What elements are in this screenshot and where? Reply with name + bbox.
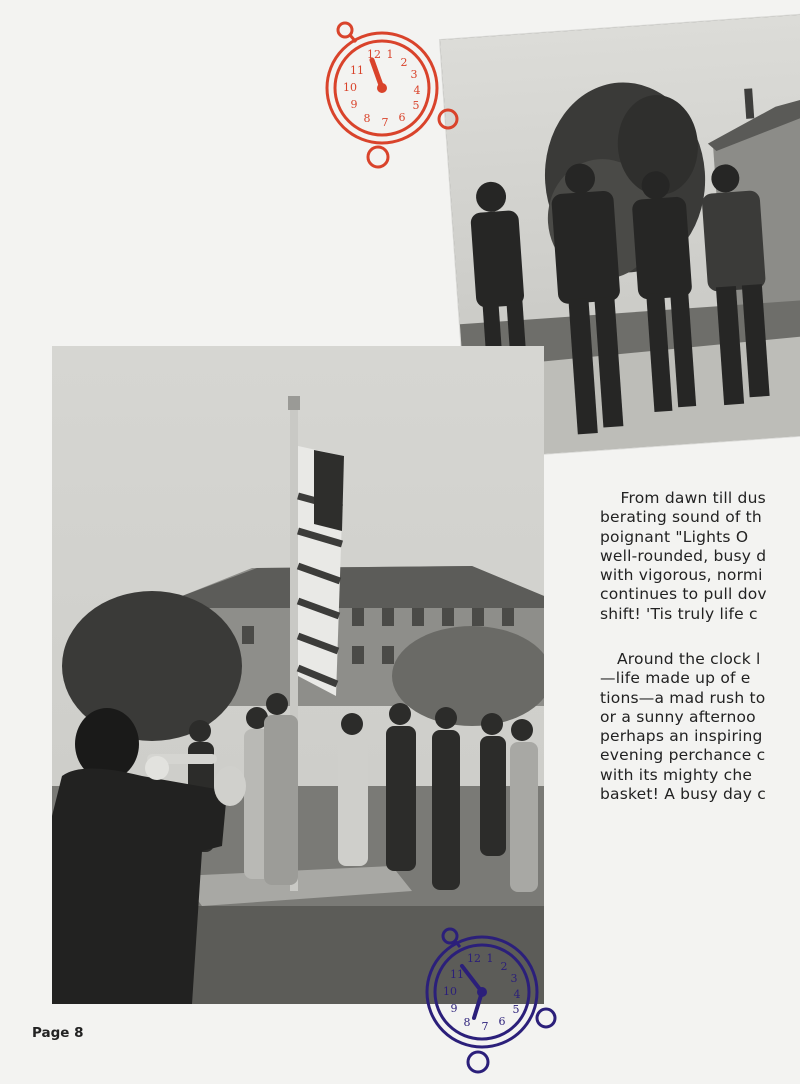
text-line: poignant "Lights O	[600, 527, 749, 546]
alarm-clock-icon-red	[320, 18, 465, 173]
clock-numeral-11: 11	[450, 968, 464, 981]
text-line: well-rounded, busy d	[600, 546, 767, 565]
text-line: shift! 'Tis truly life c	[600, 604, 758, 623]
text-line: berating sound of th	[600, 508, 762, 527]
clock-numeral-8: 8	[463, 1016, 471, 1029]
clock-numeral-12: 12	[367, 48, 381, 61]
text-line: or a sunny afternoo	[600, 707, 756, 726]
text-line: Around the clock l	[617, 650, 761, 668]
text-line: continues to pull dov	[600, 585, 767, 604]
clock-numeral-1: 1	[486, 952, 494, 965]
text-line: with its mighty che	[600, 765, 753, 784]
clock-numeral-9: 9	[350, 98, 358, 111]
clock-numeral-3: 3	[410, 68, 418, 81]
text-line: tions—a mad rush to	[600, 688, 766, 707]
photo-flag-raising	[52, 346, 544, 1004]
clock-numeral-6: 6	[398, 111, 406, 124]
text-line: with vigorous, normi	[600, 566, 763, 585]
body-paragraph-1	[600, 489, 800, 624]
text-line: From dawn till dus	[600, 489, 766, 507]
page-number: Page 8	[32, 1025, 84, 1041]
clock-numeral-6: 6	[498, 1015, 506, 1028]
text-line: evening perchance c	[600, 746, 766, 765]
text-line: basket! A busy day c	[600, 785, 766, 804]
text-line: perhaps an inspiring	[600, 727, 763, 746]
clock-numeral-5: 5	[412, 99, 420, 112]
clock-numeral-4: 4	[413, 84, 421, 97]
body-paragraph-2	[600, 650, 800, 804]
clock-numeral-7: 7	[481, 1020, 489, 1033]
clock-numeral-9: 9	[450, 1002, 458, 1015]
clock-numeral-1: 1	[386, 48, 394, 61]
clock-numeral-2: 2	[400, 56, 408, 69]
clock-numeral-4: 4	[513, 988, 521, 1001]
clock-numeral-7: 7	[381, 116, 389, 129]
clock-numeral-5: 5	[512, 1003, 520, 1016]
clock-numeral-8: 8	[363, 112, 371, 125]
clock-numeral-11: 11	[350, 64, 364, 77]
clock-numeral-10: 10	[343, 81, 357, 94]
clock-numeral-10: 10	[443, 985, 457, 998]
clock-numeral-3: 3	[510, 972, 518, 985]
clock-numeral-2: 2	[500, 960, 508, 973]
text-line: —life made up of e	[600, 669, 751, 688]
clock-numeral-12: 12	[467, 952, 481, 965]
alarm-clock-icon-blue	[420, 922, 565, 1077]
